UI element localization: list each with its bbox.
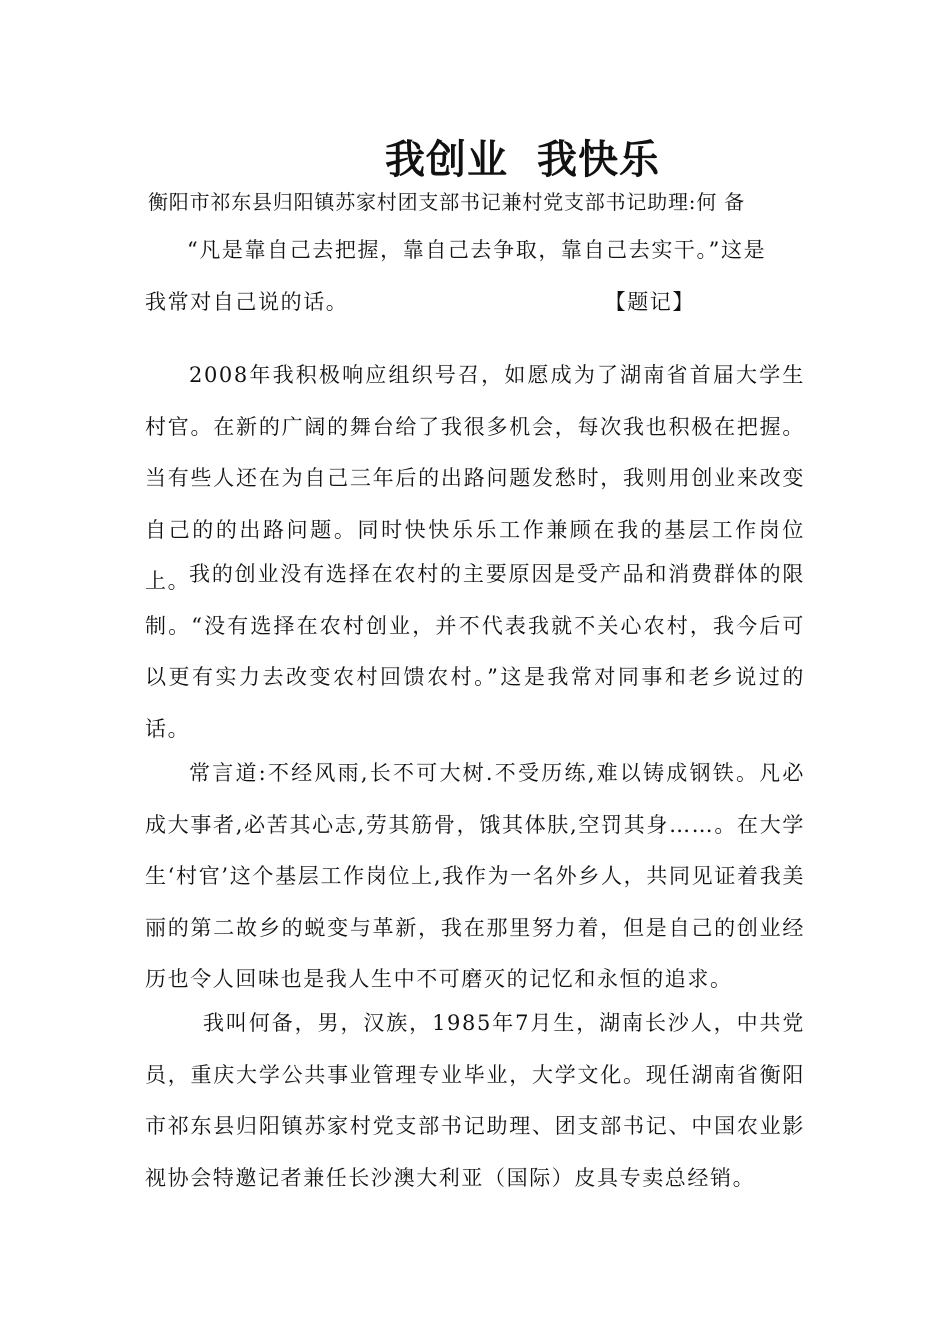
paragraph-3-block	[145, 748, 805, 1006]
epigraph	[145, 225, 805, 328]
epigraph-line-2-row	[145, 277, 695, 329]
paragraph-4-block	[145, 998, 805, 1204]
epigraph-line-1: “凡是靠自己去把握，靠自己去争取，靠自己去实干。”这是	[187, 238, 767, 262]
paragraph: 常言道:不经风雨,长不可大树.不受历练,难以铸成钢铁。凡必成大事者,必苦其心志,劳其筋骨，饿其体肤,空罚其身……。在大学生‘村官’这个基层工作岗位上,我作为一名外乡人，共同见证着我美丽的第二故乡的蜕变与革新，我在那里努力着，但是自己的创业经历也令人回味也是我人生中不可磨灭的记忆和永恒的追求。	[145, 761, 805, 991]
paragraph: 我的创业没有选择在农村的主要原因是受产品和消费群体的限制。“没有选择在农村创业，并不代表我就不关心农村，我今后可以更有实力去改变农村回馈农村。”这是我常对同事和老乡说过的话。	[145, 562, 805, 741]
paragraph: 2008年我积极响应组织号召，如愿成为了湖南省首届大学生村官。在新的广阔的舞台给了我很多机会，每次我也积极在把握。当有些人还在为自己三年后的出路问题发愁时，我则用创业来改变自己的的出路问题。同时快快乐乐工作兼顾在我的基层工作岗位上。	[145, 363, 805, 593]
paragraph: 我叫何备，男，汉族，1985年7月生，湖南长沙人，中共党员，重庆大学公共事业管理专业毕业，大学文化。现任湖南省衡阳市祁东县归阳镇苏家村党支部书记助理、团支部书记、中国农业影视协会特邀记者兼任长沙澳大利亚（国际）皮具专卖总经销。	[145, 1011, 805, 1190]
paragraph-2-block	[145, 549, 805, 755]
epigraph-tag: 【题记】	[604, 289, 695, 314]
author-byline: 衡阳市祁东县归阳镇苏家村团支部书记兼村党支部书记助理:何 备	[148, 190, 746, 214]
document-title: 我创业 我快乐	[385, 137, 660, 183]
epigraph-line-2: 我常对自己说的话。	[145, 289, 349, 314]
